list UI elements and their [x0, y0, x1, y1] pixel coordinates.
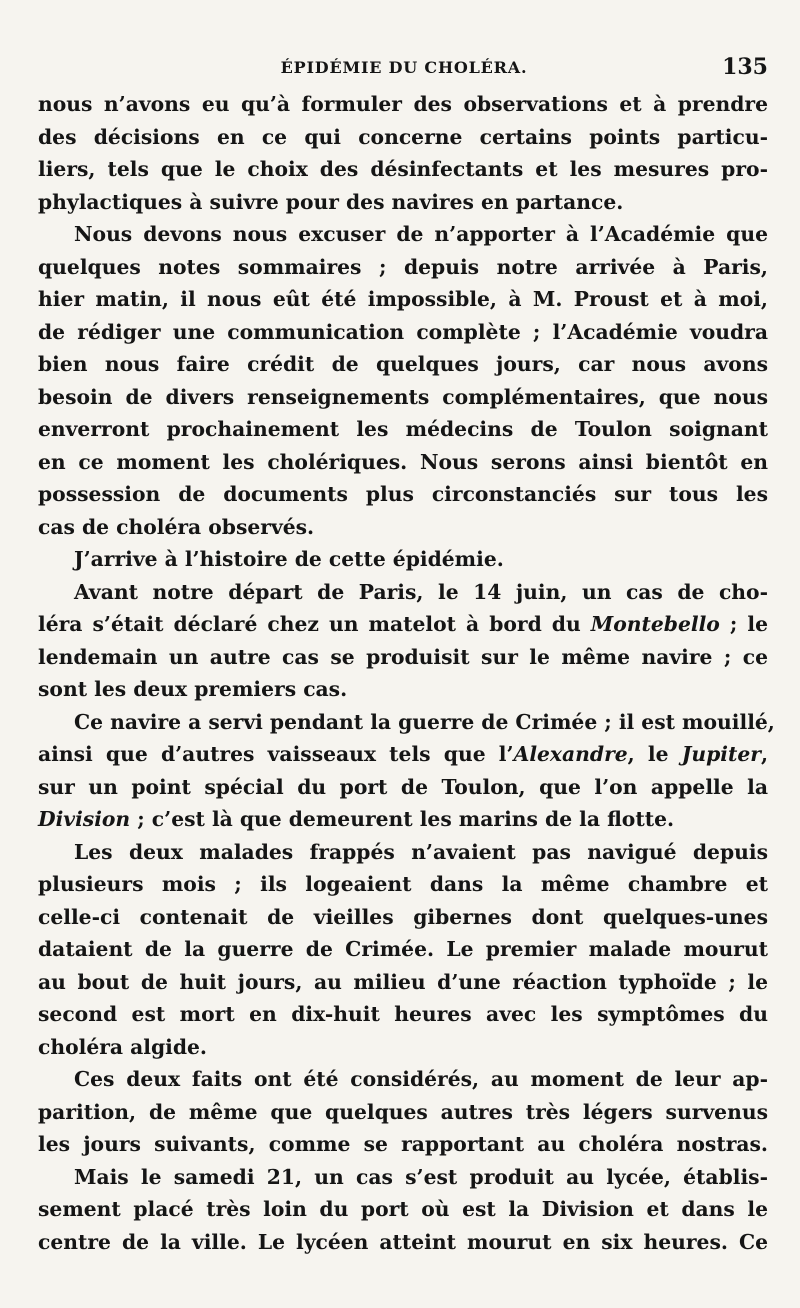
text-line	[38, 1193, 768, 1226]
text-line	[38, 901, 768, 934]
text-line	[38, 673, 768, 706]
text-line	[38, 998, 768, 1031]
text-line	[38, 543, 768, 576]
text-segment: Les deux malades frappés n’avaient pas navigué depuis	[74, 839, 768, 864]
text-line	[38, 413, 768, 446]
text-segment: phylactiques à suivre pour des navires en partance.	[38, 189, 624, 214]
text-segment: bien nous faire crédit de quelques jours, car nous avons	[38, 352, 768, 376]
text-segment: léra s’était déclaré chez un matelot à bord du	[38, 612, 591, 636]
text-segment: sement placé très loin du port où est la Division et dans le	[38, 1197, 768, 1221]
text-line	[38, 283, 768, 316]
text-line	[38, 966, 768, 999]
text-line	[38, 771, 768, 804]
text-segment: Avant notre départ de Paris, le 14 juin, un cas de cho-	[74, 579, 768, 604]
text-line	[38, 836, 768, 869]
text-line	[38, 88, 768, 121]
page-body	[38, 88, 775, 1258]
text-segment: choléra algide.	[38, 1034, 207, 1059]
text-segment: sur un point spécial du port de Toulon, que l’on appelle la	[38, 774, 768, 799]
text-segment: possession de documents plus circonstanciés sur tous les	[38, 482, 768, 506]
text-line	[38, 608, 768, 641]
text-line	[38, 641, 768, 674]
header-title: ÉPIDÉMIE DU CHOLÉRA.	[280, 58, 528, 77]
text-segment: de rédiger une communication complète ; l’Académie voudra	[38, 319, 768, 344]
text-line	[38, 381, 768, 414]
text-segment: Ce navire a servi pendant la guerre de Crimée ; il est mouillé,	[74, 709, 775, 734]
text-line	[38, 478, 768, 511]
text-segment: ,	[760, 742, 768, 766]
text-line	[38, 1063, 768, 1096]
text-line	[38, 153, 768, 186]
text-segment: dataient de la guerre de Crimée. Le premier malade mourut	[38, 937, 768, 961]
italic-text: Jupiter	[681, 742, 761, 766]
text-line	[38, 933, 768, 966]
running-header	[40, 50, 768, 90]
text-segment: ; le	[719, 612, 769, 636]
italic-text: Division	[38, 807, 131, 831]
text-line	[38, 218, 768, 251]
text-segment: Nous devons nous excuser de n’apporter à l’Académie que	[74, 222, 768, 246]
text-segment: quelques notes sommaires ; depuis notre arrivée à Paris,	[38, 254, 768, 279]
page-number: 135	[722, 54, 768, 80]
text-line	[38, 348, 768, 381]
text-segment: celle-ci contenait de vieilles gibernes dont quelques-unes	[38, 904, 768, 929]
text-line	[38, 251, 768, 284]
text-segment: second est mort en dix-huit heures avec les symptômes du	[38, 1002, 768, 1026]
italic-text: Alexandre	[513, 742, 628, 766]
text-line	[38, 316, 768, 349]
text-segment: liers, tels que le choix des désinfectants et les mesures pro-	[38, 157, 768, 181]
text-line	[38, 868, 768, 901]
text-segment: au bout de huit jours, au milieu d’une réaction typhoïde ; le	[38, 969, 768, 994]
text-line	[38, 446, 768, 479]
text-segment: lendemain un autre cas se produisit sur le même navire ; ce	[38, 644, 768, 669]
text-segment: , le	[627, 742, 682, 766]
text-line	[38, 1226, 768, 1259]
text-segment: centre de la ville. Le lycéen atteint mourut en six heures. Ce	[38, 1229, 768, 1254]
text-segment: ainsi que d’autres vaisseaux tels que l’	[38, 742, 514, 766]
text-segment: en ce moment les cholériques. Nous serons ainsi bientôt en	[38, 449, 768, 474]
text-line	[38, 738, 768, 771]
text-line	[38, 1031, 768, 1064]
text-segment: plusieurs mois ; ils logeaient dans la même chambre et	[38, 872, 768, 896]
text-segment: des décisions en ce qui concerne certains points particu-	[38, 124, 768, 149]
text-line	[38, 803, 768, 836]
text-segment: nous n’avons eu qu’à formuler des observations et à prendre	[38, 92, 768, 116]
text-segment: Mais le samedi 21, un cas s’est produit au lycée, établis-	[74, 1164, 768, 1189]
text-segment: hier matin, il nous eût été impossible, à M. Proust et à moi,	[38, 287, 768, 311]
text-segment: J’arrive à l’histoire de cette épidémie.	[74, 547, 504, 571]
text-segment: enverront prochainement les médecins de Toulon soignant	[38, 417, 768, 441]
text-segment: sont les deux premiers cas.	[38, 677, 348, 701]
text-line	[38, 1128, 768, 1161]
text-segment: les jours suivants, comme se rapportant au choléra nostras.	[38, 1132, 768, 1156]
text-line	[38, 186, 768, 219]
text-line	[38, 511, 768, 544]
italic-text: Montebello	[590, 612, 720, 636]
text-line	[38, 121, 768, 154]
text-line	[38, 706, 775, 739]
text-segment: cas de choléra observés.	[38, 514, 315, 539]
text-line	[38, 1096, 768, 1129]
text-segment: ; c’est là que demeurent les marins de la flotte.	[130, 807, 675, 831]
text-segment: Ces deux faits ont été considérés, au moment de leur ap-	[74, 1067, 768, 1091]
text-line	[38, 1161, 768, 1194]
text-segment: parition, de même que quelques autres très légers survenus	[38, 1099, 768, 1124]
text-segment: besoin de divers renseignements complémentaires, que nous	[38, 384, 768, 409]
text-line	[38, 576, 768, 609]
